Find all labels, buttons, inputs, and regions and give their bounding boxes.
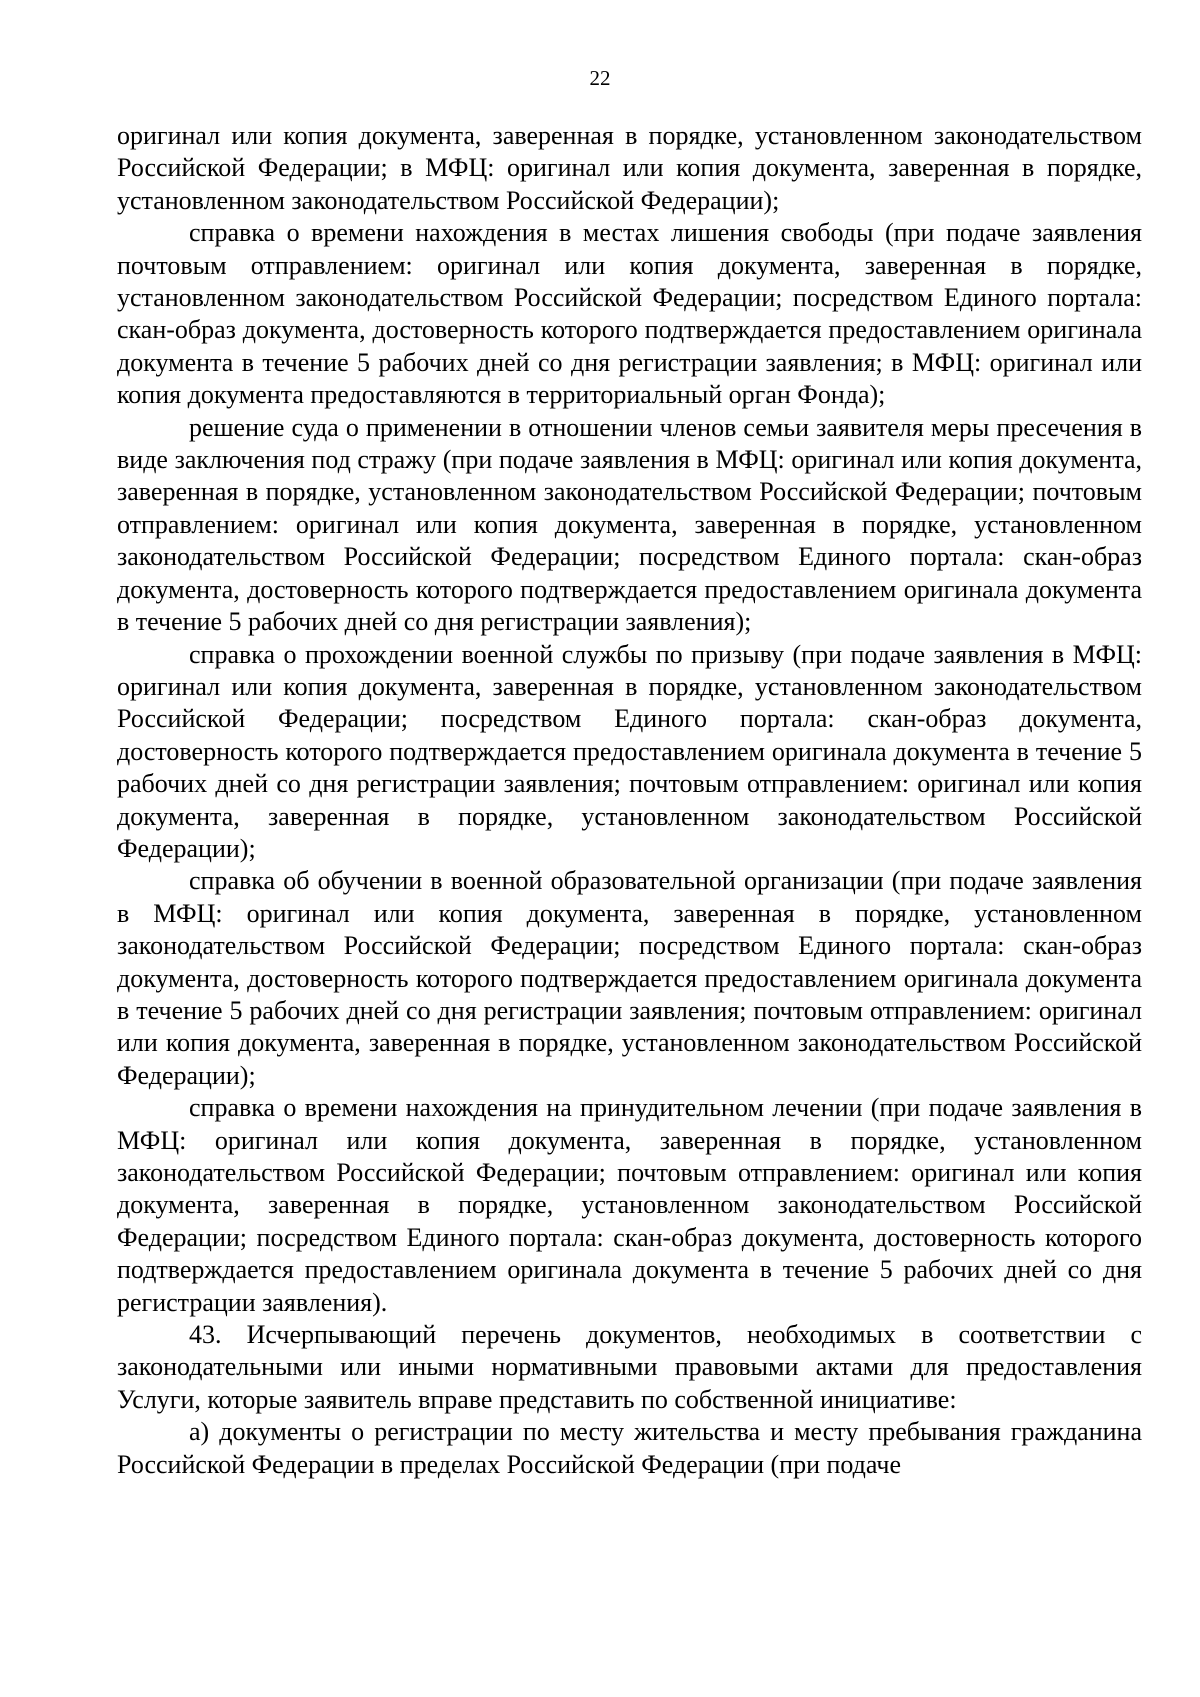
- page-number: 22: [589, 66, 611, 90]
- paragraph-compulsory-treatment-certificate: справка о времени нахождения на принудительном лечении (при подаче заявления в МФЦ: оригинал или копия документа, заверенная в порядке, установленном законодательством Российской Федерации; почтовым отправлением: оригинал или копия документа, заверенная в порядке, установленном законодательством Российской Федерации; посредством Единого портала: скан-образ документа, достоверность которого подтверждается предоставлением оригинала документа в течение 5 рабочих дней со дня регистрации заявления).: [117, 1093, 1142, 1317]
- paragraph-court-decision: решение суда о применении в отношении членов семьи заявителя меры пресечения в виде заключения под стражу (при подаче заявления в МФЦ: оригинал или копия документа, заверенная в порядке, установленном законодательством Российской Федерации; почтовым отправлением: оригинал или копия документа, заверенная в порядке, установленном законодательством Российской Федерации; посредством Единого портала: скан-образ документа, достоверность которого подтверждается предоставлением оригинала документа в течение 5 рабочих дней со дня регистрации заявления);: [117, 412, 1142, 637]
- paragraph-prison-certificate: справка о времени нахождения в местах лишения свободы (при подаче заявления почтовым отправлением: оригинал или копия документа, заверенная в порядке, установленном законодательством Российской Федерации; посредством Единого портала: скан-образ документа, достоверность которого подтверждается предоставлением оригинала документа в течение 5 рабочих дней со дня регистрации заявления; в МФЦ: оригинал или копия документа предоставляются в территориальный орган Фонда);: [117, 218, 1142, 410]
- paragraph-military-education-certificate: справка об обучении в военной образовательной организации (при подаче заявления в МФЦ: оригинал или копия документа, заверенная в порядке, установленном законодательством Российской Федерации; посредством Единого портала: скан-образ документа, достоверность которого подтверждается предоставлением оригинала документа в течение 5 рабочих дней со дня регистрации заявления; почтовым отправлением: оригинал или копия документа, заверенная в порядке, установленном законодательством Российской Федерации);: [117, 866, 1142, 1090]
- document-body: [117, 120, 1142, 1481]
- paragraph-continuation: оригинал или копия документа, заверенная в порядке, установленном законодательством Российской Федерации; в МФЦ: оригинал или копия документа, заверенная в порядке, установленном законодательством Российской Федерации);: [117, 121, 1142, 215]
- paragraph-item-43: 43. Исчерпывающий перечень документов, необходимых в соответствии с законодательными или иными нормативными правовыми актами для предоставления Услуги, которые заявитель вправе представить по собственной инициативе:: [117, 1320, 1142, 1414]
- paragraph-military-service-certificate: справка о прохождении военной службы по призыву (при подаче заявления в МФЦ: оригинал или копия документа, заверенная в порядке, установленном законодательством Российской Федерации; посредством Единого портала: скан-образ документа, достоверность которого подтверждается предоставлением оригинала документа в течение 5 рабочих дней со дня регистрации заявления; почтовым отправлением: оригинал или копия документа, заверенная в порядке, установленном законодательством Российской Федерации);: [117, 639, 1142, 863]
- paragraph-item-43a: а) документы о регистрации по месту жительства и месту пребывания гражданина Российской Федерации в пределах Российской Федерации (при подаче: [117, 1417, 1142, 1479]
